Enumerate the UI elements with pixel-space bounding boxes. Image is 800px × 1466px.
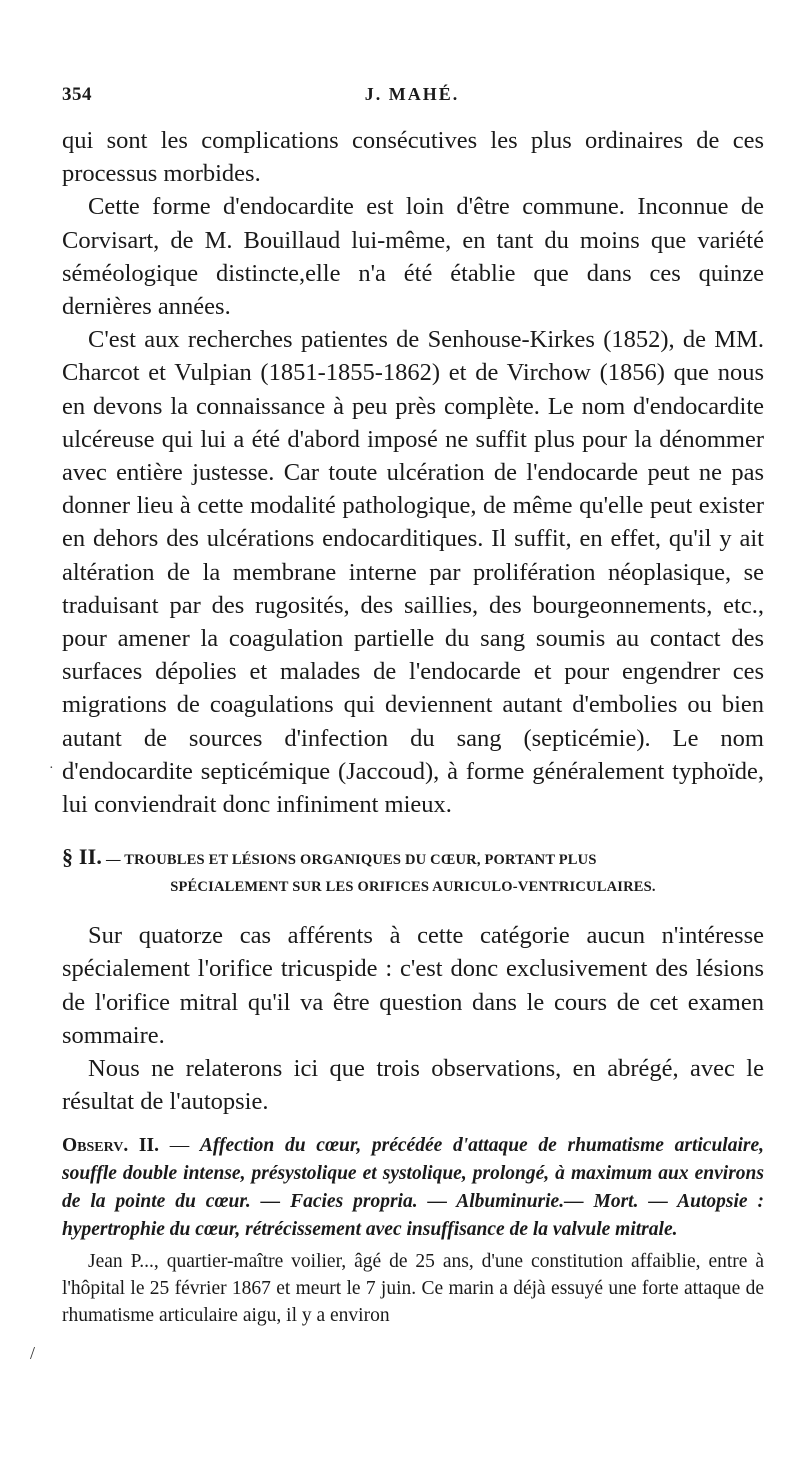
section-heading-line1: TROUBLES ET LÉSIONS ORGANIQUES DU CŒUR, PORTANT PLUS: [124, 852, 597, 869]
section-dash: —: [105, 852, 121, 869]
observation-label: Observ. II.: [62, 1135, 159, 1157]
margin-slash-mark: /: [30, 1343, 36, 1363]
main-text: [62, 124, 764, 821]
paragraph: C'est aux recherches patientes de Senhouse-Kirkes (1852), de MM. Charcot et Vulpian (1851-1855-1862) et de Virchow (1856) que nous en devons la connaissance à peu près complète. Le nom d'endocardite ulcéreuse qui lui a été d'abord imposé ne suffit plus pour la dénommer avec entière justesse. Car toute ulcération de l'endocarde peut ne pas donner lieu à cette modalité pathologique, de même qu'elle peut exister en dehors des ulcérations endocarditiques. Il suffit, en effet, qu'il y ait altération de la membrane interne par prolifération néoplasique, se traduisant par des rugosités, des saillies, des bourgeonnements, etc., pour amener la coagulation partielle du sang soumis au contact des surfaces dépolies et malades de l'endocarde et pour engendrer ces migrations de coagulations qui deviennent autant d'embolies ou bien autant de sources d'infection du sang (septicémie). Le nom d'endocardite septicémique (Jaccoud), à forme généralement typhoïde, lui conviendrait donc infiniment mieux.: [62, 326, 764, 819]
observation-body: [62, 1248, 764, 1329]
paragraph: Cette forme d'endocardite est loin d'être commune. Inconnue de Corvisart, de M. Bouillaud lui-même, en tant du moins que variété séméologique distincte,elle n'a été établie que dans ces quinze dernières années.: [62, 193, 764, 321]
observation: [62, 1132, 764, 1329]
section-heading-line2: SPÉCIALEMENT SUR LES ORIFICES AURICULO-VENTRICULAIRES.: [170, 879, 656, 896]
observation-text: Jean P..., quartier-maître voilier, âgé de 25 ans, d'une constitution affaiblie, entre à l'hôpital le 25 février 1867 et meurt le 7 juin. Ce marin a déjà essuyé une forte attaque de rhumatisme articulaire aigu, il y a environ: [62, 1251, 764, 1327]
section-body: [62, 919, 764, 1118]
observation-heading: [62, 1132, 764, 1244]
page-number: 354: [62, 84, 92, 105]
margin-dot-mark: ·: [49, 761, 54, 776]
observation-title: Affection du cœur, précédée d'attaque de rhumatisme articulaire, souffle double intense, présystolique et systolique, prolongé, à maximum aux environs de la pointe du cœur. — Facies propria. — Albuminurie.— Mort. — Autopsie : hypertrophie du cœur, rétrécissement avec insuffisance de la valvule mitrale.: [62, 1135, 765, 1241]
page-body: [62, 124, 764, 1329]
section-mark: § II.: [62, 844, 103, 870]
running-head: J. MAHÉ.: [364, 84, 460, 104]
observation-dash: —: [169, 1135, 190, 1157]
paragraph-continuation: qui sont les complications consécutives les plus ordinaires de ces processus morbides.: [62, 127, 764, 188]
section-heading: [62, 843, 764, 901]
paragraph: Nous ne relaterons ici que trois observations, en abrégé, avec le résultat de l'autopsie.: [62, 1055, 764, 1116]
page-header: [62, 84, 762, 114]
paragraph: Sur quatorze cas afférents à cette catégorie aucun n'intéresse spécialement l'orifice tricuspide : c'est donc exclusivement des lésions de l'orifice mitral qu'il va être question dans le cours de cet examen sommaire.: [62, 922, 764, 1049]
